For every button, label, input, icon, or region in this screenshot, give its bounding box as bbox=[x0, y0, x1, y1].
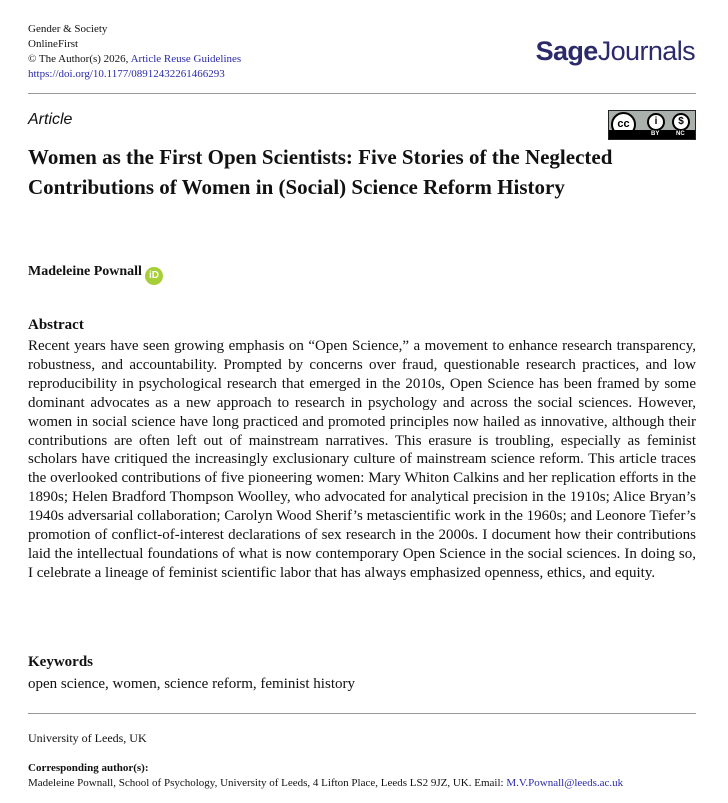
article-type-label: Article bbox=[28, 111, 73, 128]
by-person-icon: i bbox=[647, 113, 665, 131]
email-link[interactable]: M.V.Pownall@leeds.ac.uk bbox=[506, 777, 624, 789]
brand-regular: Journals bbox=[597, 36, 695, 66]
keywords-heading: Keywords bbox=[28, 654, 93, 670]
license-nc-label: NC bbox=[676, 131, 685, 137]
publication-status: OnlineFirst bbox=[28, 38, 79, 50]
keywords-list: open science, women, science reform, feminist history bbox=[28, 676, 355, 692]
nc-dollar-icon: $ bbox=[672, 113, 690, 131]
orcid-icon[interactable]: iD bbox=[145, 267, 163, 285]
affiliation: University of Leeds, UK bbox=[28, 731, 147, 745]
copyright-line bbox=[28, 52, 241, 67]
corresponding-details bbox=[28, 777, 623, 789]
author-line bbox=[28, 264, 163, 285]
article-title: Women as the First Open Scientists: Five Stories of the Neglected Contributions of Women in (Social) Science Reform History bbox=[28, 145, 613, 199]
header-divider bbox=[28, 93, 696, 94]
sage-journals-logo[interactable] bbox=[536, 36, 695, 67]
author-name[interactable]: Madeleine Pownall bbox=[28, 264, 142, 279]
footer-divider bbox=[28, 713, 696, 714]
corresponding-text: Madeleine Pownall, School of Psychology, University of Leeds, 4 Lifton Place, Leeds LS2 9JZ, UK. Email: bbox=[28, 777, 504, 789]
journal-meta bbox=[28, 22, 241, 82]
copyright-text: © The Author(s) 2026, bbox=[28, 53, 129, 65]
cc-icon: cc bbox=[611, 112, 636, 137]
journal-name: Gender & Society bbox=[28, 23, 108, 35]
abstract-text: Recent years have seen growing emphasis on “Open Science,” a movement to enhance research transparency, robustness, and accountability. Prompted by concerns over fraud, questionable research practices, and low reproducibility in psychological research that emerged in the 2010s, Open Science has been framed by some dominant advocates as a new approach to research in psychology and across the social sciences. However, women in social science have long practiced and promoted principles now hailed as innovative, although their contributions are often left out of mainstream narratives. This erasure is troubling, especially as feminist scholars have critiqued the increasingly exclusionary culture of mainstream science reform. This article traces the overlooked contributions of five pioneering women: Mary Whiton Calkins and her replication efforts in the 1890s; Helen Bradford Thompson Woolley, who advocated for analytical precision in the 1910s; Alice Bryan’s 1940s adversarial collaboration; Carolyn Wood Sherif’s metascientific work in the 1960s; and Leonore Tiefer’s promotion of conflict-of-interest declarations of sex research in the 2000s. I document how their contributions laid the intellectual foundations of what is now contemporary Open Science in the social sciences. In doing so, I celebrate a lineage of feminist scientific labor that has always emphasized openness, ethics, and equity. bbox=[28, 338, 696, 581]
cc-license-badge[interactable] bbox=[608, 110, 696, 140]
reuse-guidelines-link[interactable]: Article Reuse Guidelines bbox=[130, 53, 242, 65]
abstract-heading: Abstract bbox=[28, 317, 84, 333]
license-by-label: BY bbox=[651, 131, 660, 137]
doi-link[interactable]: https://doi.org/10.1177/08912432261466293 bbox=[28, 68, 225, 80]
brand-bold: Sage bbox=[535, 36, 598, 66]
corresponding-heading: Corresponding author(s): bbox=[28, 762, 149, 774]
